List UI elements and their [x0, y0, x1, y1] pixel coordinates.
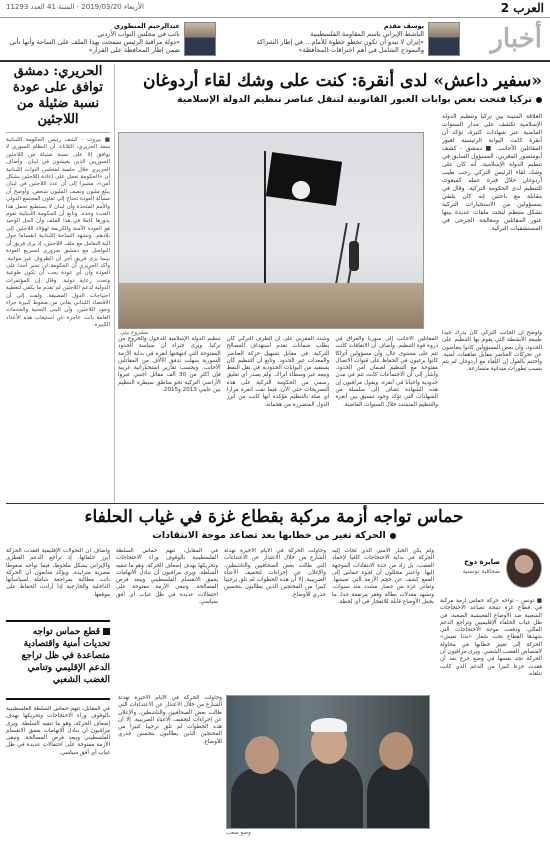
- photo-caption: مشروع بيئي: [120, 330, 149, 336]
- quote-box-right: [240, 22, 460, 58]
- article-column: المقاتلين الأجانب إلى سوريا والعراق في ذروة قوة التنظيم. وأضاف أن الاتفاقات كانت تتم على مستوى عال، وأن مسؤولين أتراكا كانوا يرغبون في الحفاظ على قنوات الاتصال مفتوحة مع التنظيم لضمان أمن الحدود. وأشار إلى أن الاجتماعات كانت تتم في مدن حدودية وأحيانا في أنقرة. ويقول مراقبون إن هذه الشهادة تضاف إلى سلسلة من الشهادات التي تؤكد وجود تنسيق بين أنقرة والتنظيم المتشدد خلال السنوات الماضية.: [335, 336, 438, 408]
- photo-caption: وضع صعب: [226, 830, 251, 836]
- quote-author-name: عبدالرحيم المنظوري: [113, 22, 180, 30]
- pull-quote-content: قطع حماس تواجه تحديات أمنية واقتصادية متصاعدة في ظل تراجع الدعم الإقليمي وتنامي الغضب الشعبي: [21, 627, 110, 685]
- pull-quote-text: [6, 626, 110, 686]
- newspaper-logo: [498, 1, 544, 15]
- article-column: تنظيم الدولة الإسلامية للدخول والخروج من تركيا. ويرى خبراء أن سياسة الحدود المفتوحة التي انتهجتها أنقرة في بداية الأزمة السورية سهلت تدفق الآلاف من المقاتلين الأجانب. وبحسب تقارير استخباراتية غربية فإن أكثر من 30 ألف مقاتل أجنبي عبروا الأراضي التركية نحو مناطق سيطرة التنظيم بين عامي 2013 و2015.: [117, 336, 221, 394]
- person-head: [379, 732, 413, 770]
- issue-date: الأربعاء 2019/03/20 - السنة 41 العدد 11293: [6, 3, 144, 11]
- second-headline: حماس تواجه أزمة مركبة بقطاع غزة في غياب الحلفاء: [84, 507, 464, 527]
- top-strip: [0, 0, 550, 18]
- author-byline: [432, 548, 542, 594]
- article-column: وأضاف أن التحولات الإقليمية أفقدت الحركة أبرز حلفائها، إذ تراجع الدعم القطري والإيراني بشكل ملحوظ، فيما تواجه ضغوطا مصرية متزايدة. ويؤكد متابعون أن الحركة باتت مطالبة بمراجعة شاملة لسياساتها الداخلية والخارجية إذا أرادت الحفاظ على موقعها.: [6, 548, 110, 598]
- person-head: [245, 736, 279, 774]
- author-role: صحافية تونسية: [462, 568, 500, 575]
- author-avatar: [506, 548, 542, 588]
- logo-text: العرب: [513, 1, 544, 15]
- pull-quote: [6, 620, 110, 700]
- quote-author-name: يوسف مقدم: [383, 22, 424, 30]
- column-divider: [114, 64, 115, 502]
- square-icon: [103, 628, 110, 635]
- section-divider: [6, 503, 544, 504]
- quote-box-left: [6, 22, 216, 58]
- quote-author-role: نائب في مجلس النواب الأردني: [97, 30, 180, 38]
- article-column: ■ تونس - تواجه حركة حماس أزمة مركبة في قطاع غزة نتيجة تصاعد الاحتجاجات الشعبية ضد الأوضاع المعيشية الصعبة، في ظل غياب الحلفاء الإقليميين وتراجع الدعم المالي. ودفعت موجة الاحتجاجات التي شهدها القطاع تحت شعار «بدنا نعيش» الحركة إلى تغيير خطابها في محاولة لامتصاص الغضب الشعبي. ويرى مراقبون أن الحركة تجد نفسها في وضع حرج بعد أن فقدت جزءا كبيرا من الدعم الذي كانت تتلقاه.: [440, 598, 542, 677]
- main-photo: [118, 132, 424, 329]
- person-silhouette: [231, 768, 295, 829]
- sidebar-body: ■ بيروت - كشف رئيس الحكومة اللبنانية سعد الحريري، الثلاثاء، أن النظام السوري لا يوافق إلا على نسبة ضئيلة من اللاجئين السوريين الذين يعيشون في لبنان. وأضاف الحريري خلال جلسة لمجلس النواب اللبنانية أن «الحكومة تعمل على إعادة اللاجئين بشكل آمن»، مشيرا إلى أن عدد اللاجئين في لبنان يبلغ مليون ونصف المليون شخص. وأوضح أن مسألة العودة تحتاج إلى تعاون المجتمع الدولي والأمم المتحدة وأن لبنان لا يستطيع تحمل هذا العبء وحده. وتابع أن الحكومة اللبنانية تقوم بدورها كاملا في هذا الملف وأن الحل الوحيد هو العودة الآمنة والكريمة لهؤلاء اللاجئين إلى بلادهم. وتشهد الساحة اللبنانية انقساما حول آلية التعامل مع ملف اللاجئين، إذ يرى فريق أن التواصل مع دمشق ضروري لتسريع العودة بينما يرى فريق آخر أن الظروف غير مواتية. وأكد الحريري أن الحكومة لن تجبر أحدا على العودة وأن أي عودة يجب أن تكون طوعية وتحت رعاية دولية. وقال إن المؤتمرات الدولية لدعم اللاجئين لم تقدم ما يكفي لتغطية احتياجات الدول المضيفة. ولفت إلى أن الاقتصاد اللبناني يعاني من ضغوط كبيرة جراء وجود اللاجئين، وأن البنى التحتية والخدمات العامة باتت عاجزة عن استيعاب هذه الأعداد الكبيرة.: [6, 137, 110, 329]
- sidebar-headline: الحريري: دمشق توافق على عودة نسبة ضئيلة من اللاجئين: [6, 64, 110, 133]
- main-lead-continued: وأوضح أن الجانب التركي كان يدرك جيدا طبيعة الأنشطة التي يقوم بها التنظيم على الحدود، وأن بعض المسؤولين كانوا يتغاضون عن تحركات العناصر مقابل تفاهمات أمنية. واختتم بالقول إن اللقاء مع أردوغان لم يتم بسبب تطورات ميدانية متسارعة.: [442, 330, 542, 373]
- bullet-icon: [390, 533, 396, 539]
- main-lead-text: العلاقة المتينة بين تركيا وتنظيم الدولة الإسلامية تكشف على مدار السنوات الماضية عبر شهادات كثيرة، تؤكد أن أنقرة كانت البوابة الرئيسية لعبور المقاتلين الأجانب. ■ دمشق - كشف أبومنصور المغربي، المسؤول السابق في تنظيم الدولة الإسلامية، أنه كان على وشك لقاء الرئيس التركي رجب طيب أردوغان خلال فترة عمله كمبعوث للتنظيم لدى الحكومة التركية. وقال في مقابلة مع باحثين إنه كان يلتقي بمسؤولين من الاستخبارات التركية بشكل منتظم لبحث ملفات عديدة بينها عبور المقاتلين ومعالجة الجرحى في المستشفيات التركية.: [442, 113, 542, 232]
- article-column: وحاولت الحركة في الأيام الأخيرة تهدئة الشارع من خلال الاعتذار عن الاعتداءات التي طالت بعض الصحافيين والناشطين، والإعلان عن إجراءات لتخفيف الأعباء الضريبية. إلا أن هذه الخطوات لم تلق ترحيبا كبيرا من المحتجين الذين يطالبون بتحسين جذري للأوضاع.: [224, 548, 326, 598]
- main-headline: «سفير داعش» لدى أنقرة: كنت على وشك لقاء أردوغان: [143, 71, 542, 91]
- quote-box-left-text: [6, 22, 180, 54]
- person-cap: [311, 718, 347, 732]
- bullet-icon: [536, 97, 542, 103]
- article-column: في المقابل، تتهم حماس السلطة الفلسطينية بالوقوف وراء الاحتجاجات وتحريكها بهدف إضعاف الحركة، وهو ما تنفيه السلطة. ويرى مراقبون أن تبادل الاتهامات يعمق الانقسام الفلسطيني ويبعد فرص المصالحة. وتبقى الأزمة مفتوحة على احتمالات عديدة في ظل غياب أي أفق سياسي.: [6, 706, 110, 756]
- page-number: 2: [500, 1, 510, 15]
- second-subhead: [6, 530, 542, 541]
- section-title: أخبار: [490, 24, 542, 54]
- article-column: وحاولت الحركة في الأيام الأخيرة تهدئة الشارع من خلال الاعتذار عن الاعتداءات التي طالت بعض الصحافيين والناشطين، والإعلان عن إجراءات لتخفيف الأعباء الضريبية. إلا أن هذه الخطوات لم تلق ترحيبا كبيرا من المحتجين الذين يطالبون بتحسين جذري للأوضاع.: [118, 695, 222, 745]
- quote-text: «دولة مراقبة الرئيس سمحت بهذا الملف على الساحة وأنها تأتي ضمن إطار المحافظة على القرار»: [9, 38, 180, 54]
- main-subhead: [118, 94, 542, 105]
- author-name: صابرة دوح: [464, 558, 500, 566]
- avatar: [428, 22, 460, 56]
- article-column: في المقابل، تتهم حماس السلطة الفلسطينية بالوقوف وراء الاحتجاجات وتحريكها بهدف إضعاف الحركة، وهو ما تنفيه السلطة. ويرى مراقبون أن تبادل الاتهامات يعمق الانقسام الفلسطيني ويبعد فرص المصالحة. وتبقى الأزمة مفتوحة على احتمالات عديدة في ظل غياب أي أفق سياسي.: [116, 548, 218, 606]
- quote-box-right-text: [240, 22, 424, 54]
- avatar: [184, 22, 216, 56]
- person-silhouette: [297, 758, 363, 829]
- second-subhead-text: الحركة تغير من خطابها بعد تصاعد موجة الانتقادات: [152, 530, 386, 541]
- wall: [119, 283, 424, 329]
- quote-text: «إيران لا تبدو أن تكون تخطو خطوة للأمام… في إطار الشراكة والنموذج الشامل في أهم اختراقات المحافظة»: [256, 38, 424, 54]
- main-story-columns: [118, 336, 438, 502]
- sidebar-story: [6, 64, 110, 534]
- article-column: ولم يكن الخيار الأمني الذي لجأت إليه الحركة في بداية الاحتجاجات كافيا لإخماد الغضب، بل زاد من حدة الانتقادات الموجهة إليها. واعتبر محللون أن لجوء حماس إلى القمع كشف عن حجم الأزمة التي تعيشها. وتعاني غزة من حصار مشدد منذ سنوات، وتشهد معدلات بطالة وفقر مرتفعة جدا، ما يجعل الأوضاع قابلة للانفجار في أي لحظة.: [332, 548, 434, 606]
- second-photo: [226, 695, 430, 829]
- person-on-ladder: [349, 241, 359, 271]
- main-subhead-text: تركيا فتحت بعض بوابات العبور القانونية لتنقل عناصر تنظيم الدولة الإسلامية: [177, 94, 532, 105]
- article-column: وشدد المغربي على أن الطرف التركي كان يطلب ضمانات بعدم استهداف المصالح التركية، في مقابل تسهيل حركة العناصر والمعدات عبر الحدود. وتابع أن التنظيم كان يستفيد من البوابات الحدودية في نقل النفط وبيعه عبر وسطاء أتراك. ولم يصدر أي تعليق رسمي من الحكومة التركية على هذه التصريحات حتى الآن، فيما نفت أنقرة مرارا أي صلة بالتنظيم مؤكدة أنها كانت من أبرز الدول المتضررة من هجماته.: [226, 336, 330, 408]
- person-silhouette: [367, 764, 429, 829]
- page-header: [0, 18, 550, 62]
- quote-author-role: الناشط الإيراني باسم المقاومة الفلسطينية: [310, 30, 424, 38]
